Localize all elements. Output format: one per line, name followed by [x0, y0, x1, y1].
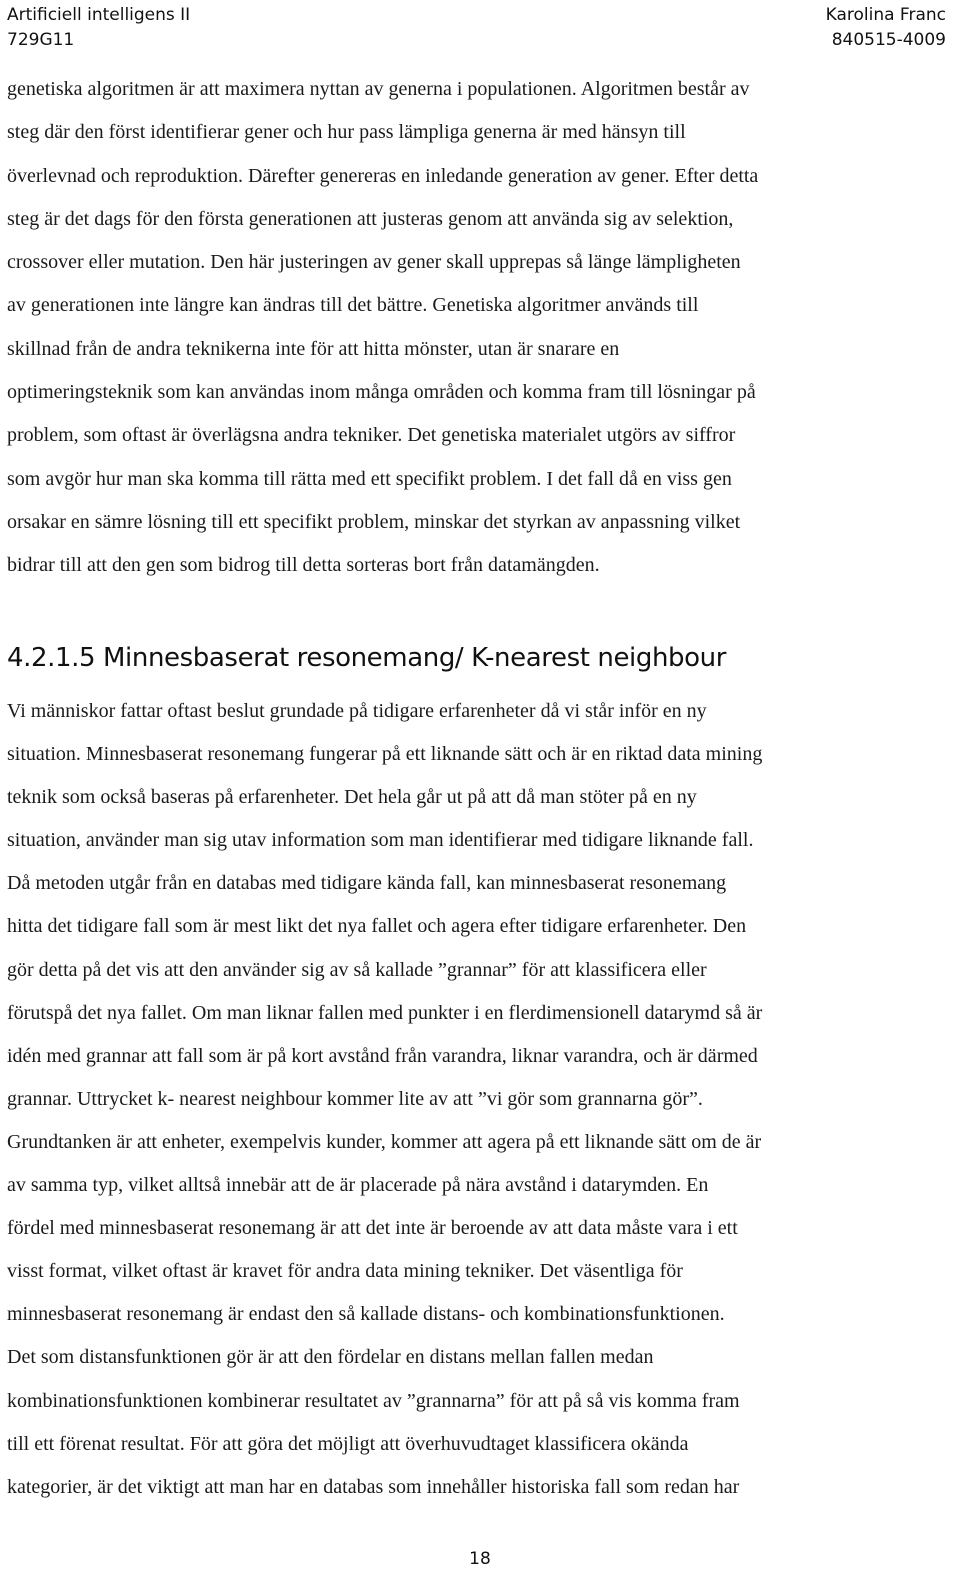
course-code: 729G11: [7, 30, 75, 50]
text-line: genetiska algoritmen är att maximera nyttan av generna i populationen. Algoritmen består av: [7, 78, 750, 100]
text-line: Det som distansfunktionen gör är att den fördelar en distans mellan fallen medan: [7, 1346, 654, 1369]
text-line: förutspå det nya fallet. Om man liknar fallen med punkter i en flerdimensionell datarymd så är: [7, 1001, 763, 1024]
text-line: idén med grannar att fall som är på kort avstånd från varandra, liknar varandra, och är därmed: [7, 1044, 758, 1067]
text-line: grannar. Uttrycket k- nearest neighbour kommer lite av att ”vi gör som grannarna gör”.: [7, 1087, 703, 1110]
section-heading: 4.2.1.5 Minnesbaserat resonemang/ K-nearest neighbour: [7, 643, 727, 673]
text-line: minnesbaserat resonemang är endast den så kallade distans- och kombinationsfunktionen.: [7, 1303, 725, 1326]
text-line: gör detta på det vis att den använder sig av så kallade ”grannar” för att klassificera eller: [7, 958, 707, 981]
text-line: fördel med minnesbaserat resonemang är att det inte är beroende av att data måste vara i ett: [7, 1217, 738, 1240]
text-line: hitta det tidigare fall som är mest likt det nya fallet och agera efter tidigare erfarenheter. Den: [7, 915, 747, 938]
page-number: 18: [469, 1549, 491, 1569]
text-line: kategorier, är det viktigt att man har en databas som innehåller historiska fall som redan har: [7, 1475, 740, 1498]
text-line: Grundtanken är att enheter, exempelvis kunder, kommer att agera på ett liknande sätt om de är: [7, 1130, 762, 1153]
paragraph-genetic-algorithms: [7, 68, 951, 588]
text-line: orsakar en sämre lösning till ett specifikt problem, minskar det styrkan av anpassning vilket: [7, 510, 741, 533]
text-line: crossover eller mutation. Den här justeringen av gener skall upprepas så länge lämpligheten: [7, 251, 741, 274]
text-line: av samma typ, vilket alltså innebär att de är placerade på nära avstånd i datarymden. En: [7, 1174, 709, 1197]
header-row-2: [7, 28, 946, 53]
text-line: Vi människor fattar oftast beslut grundade på tidigare erfarenheter då vi står inför en ny: [7, 700, 707, 722]
text-line: optimeringsteknik som kan användas inom många områden och komma fram till lösningar på: [7, 381, 756, 404]
text-line: steg där den först identifierar gener och hur pass lämpliga generna är med hänsyn till: [7, 121, 686, 144]
text-line: överlevnad och reproduktion. Därefter genereras en inledande generation av gener. Efter detta: [7, 164, 759, 187]
text-line: skillnad från de andra teknikerna inte för att hitta mönster, utan är snarare en: [7, 337, 620, 360]
text-line: som avgör hur man ska komma till rätta med ett specifikt problem. I det fall då en viss gen: [7, 467, 732, 490]
author-id: 840515-4009: [831, 30, 946, 50]
text-line: steg är det dags för den första generationen att justeras genom att använda sig av selektion,: [7, 207, 734, 230]
text-line: situation, använder man sig utav information som man identifierar med tidigare liknande fall.: [7, 829, 754, 852]
text-line: teknik som också baseras på erfarenheter. Det hela går ut på att då man stöter på en ny: [7, 786, 697, 809]
text-line: av generationen inte längre kan ändras till det bättre. Genetiska algoritmer används till: [7, 294, 699, 317]
text-line: situation. Minnesbaserat resonemang fungerar på ett liknande sätt och är en riktad data mining: [7, 743, 763, 766]
author-name: Karolina Franc: [825, 5, 946, 25]
page-header: [7, 0, 946, 56]
text-line: problem, som oftast är överlägsna andra tekniker. Det genetiska materialet utgörs av siffror: [7, 424, 736, 447]
text-line: till ett förenat resultat. För att göra det möjligt att överhuvudtaget klassificera okända: [7, 1432, 689, 1455]
text-line: visst format, vilket oftast är kravet för andra data mining tekniker. Det väsentliga för: [7, 1260, 683, 1283]
text-line: kombinationsfunktionen kombinerar resultatet av ”grannarna” för att på så vis komma fram: [7, 1389, 740, 1412]
text-line: bidrar till att den gen som bidrog till detta sorteras bort från datamängden.: [7, 554, 600, 577]
text-line: Då metoden utgår från en databas med tidigare kända fall, kan minnesbaserat resonemang: [7, 872, 727, 895]
header-row-1: [7, 3, 946, 28]
course-title: Artificiell intelligens II: [7, 5, 191, 25]
paragraph-memory-based-reasoning: [7, 690, 951, 1509]
